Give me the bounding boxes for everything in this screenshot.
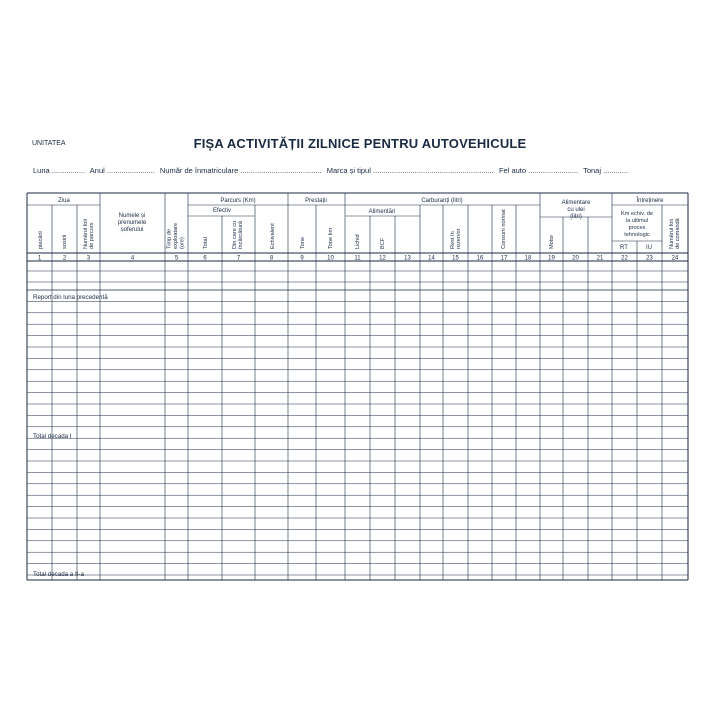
column-number: 16 xyxy=(476,255,484,262)
consum-normat-header: Consum normat xyxy=(501,209,507,249)
info-field-year[interactable]: Anul ....................... xyxy=(89,166,155,175)
km-echiv-header: proces xyxy=(628,225,646,231)
numele-header: șoferului xyxy=(120,227,144,233)
column-number: 21 xyxy=(596,255,604,262)
form-title: FIȘA ACTIVITĂȚII ZILNICE PENTRU AUTOVEHICULE xyxy=(193,136,527,151)
column-number: 11 xyxy=(354,255,361,262)
numele-header: Numele și xyxy=(118,213,146,219)
column-number: 13 xyxy=(404,255,411,262)
parcurs-header: Parcurs (Km) xyxy=(220,198,256,204)
report-label: Report din luna precedentă xyxy=(33,294,108,301)
alimentari-header: Alimentări xyxy=(368,209,396,215)
numarul-foii-comanda-header: de comandă xyxy=(675,218,682,249)
column-number: 7 xyxy=(236,255,241,262)
total-header: Total xyxy=(203,237,209,249)
column-number: 24 xyxy=(671,255,679,262)
lichid-header: Lichid xyxy=(355,234,361,249)
tone-header: Tone xyxy=(300,236,306,249)
column-number: 2 xyxy=(62,255,67,262)
timp-exploatare-header: Timp de xyxy=(166,229,173,249)
column-number: 18 xyxy=(524,255,532,262)
rest-header: rezervor xyxy=(456,228,463,249)
column-number: 6 xyxy=(203,255,207,262)
sosirii-header: sosirii xyxy=(62,234,68,249)
info-field-type[interactable]: Fel auto ........................ xyxy=(498,166,579,175)
column-number: 9 xyxy=(300,255,304,262)
column-number: 20 xyxy=(572,255,579,262)
numarul-foii-comanda-header: Numărul foii xyxy=(668,219,675,249)
unit-label: UNITATEA xyxy=(32,140,66,147)
column-number: 3 xyxy=(86,255,91,262)
motor-header: Motor xyxy=(549,234,555,249)
info-field-registration[interactable]: Număr de înmatriculare ....................................... xyxy=(159,166,322,175)
bcf-header: BCF xyxy=(380,237,386,249)
timp-exploatare-header: (ore) xyxy=(179,237,186,249)
alimentare-ulei-header: Alimentare xyxy=(561,200,591,206)
column-number: 10 xyxy=(327,255,334,262)
din-care-header: Din care cu xyxy=(231,220,238,249)
intretinere-header: Întreținere xyxy=(636,198,664,204)
tone-km-header: Tone km xyxy=(328,227,334,249)
numarul-foii-header: de parcurs xyxy=(89,222,96,249)
din-care-header: încărcătură xyxy=(238,221,245,249)
column-number: 8 xyxy=(269,255,274,262)
echivalent-header: Echivalent xyxy=(270,223,276,249)
timp-exploatare-header: exploatare xyxy=(173,222,179,249)
column-number: 15 xyxy=(452,255,459,262)
km-echiv-header: tehnologic xyxy=(624,232,650,238)
alimentare-ulei-header: (litri) xyxy=(570,214,582,220)
info-field-month[interactable]: Luna ................ xyxy=(33,166,86,175)
km-echiv-header: Km echiv. de xyxy=(621,211,653,217)
alimentare-ulei-header: cu ulei xyxy=(567,207,585,213)
column-number: 1 xyxy=(37,255,42,262)
column-number: 23 xyxy=(646,255,653,262)
numarul-foii-header: Numărul foii xyxy=(82,219,89,249)
column-number: 12 xyxy=(379,255,386,262)
rest-header: Rest în xyxy=(449,231,456,249)
column-number: 4 xyxy=(130,255,135,262)
total-decada-2-label: Total decada a II-a xyxy=(33,571,84,578)
total-decada-1-label: Total decada I xyxy=(33,433,72,440)
carburanti-header: Carburanți (litri) xyxy=(421,198,463,204)
efectiv-header: Efectiv xyxy=(212,208,232,214)
km-echiv-header: la ultimul xyxy=(625,218,649,224)
rt-header: RT xyxy=(620,245,628,251)
column-number: 14 xyxy=(428,255,435,262)
ziua-header: Ziua xyxy=(58,198,70,204)
column-number: 19 xyxy=(548,255,555,262)
info-field-make[interactable]: Marca și tipul .......................................................... xyxy=(326,166,494,175)
numele-header: prenumele xyxy=(117,220,147,226)
info-field-tonnage[interactable]: Tonaj ............ xyxy=(583,166,629,175)
iu-header: IU xyxy=(646,245,652,251)
column-number: 22 xyxy=(621,255,628,262)
plecarii-header: plecării xyxy=(38,231,44,249)
prestatii-header: Prestații xyxy=(305,198,327,204)
column-number: 5 xyxy=(174,255,179,262)
column-number: 17 xyxy=(500,255,508,262)
